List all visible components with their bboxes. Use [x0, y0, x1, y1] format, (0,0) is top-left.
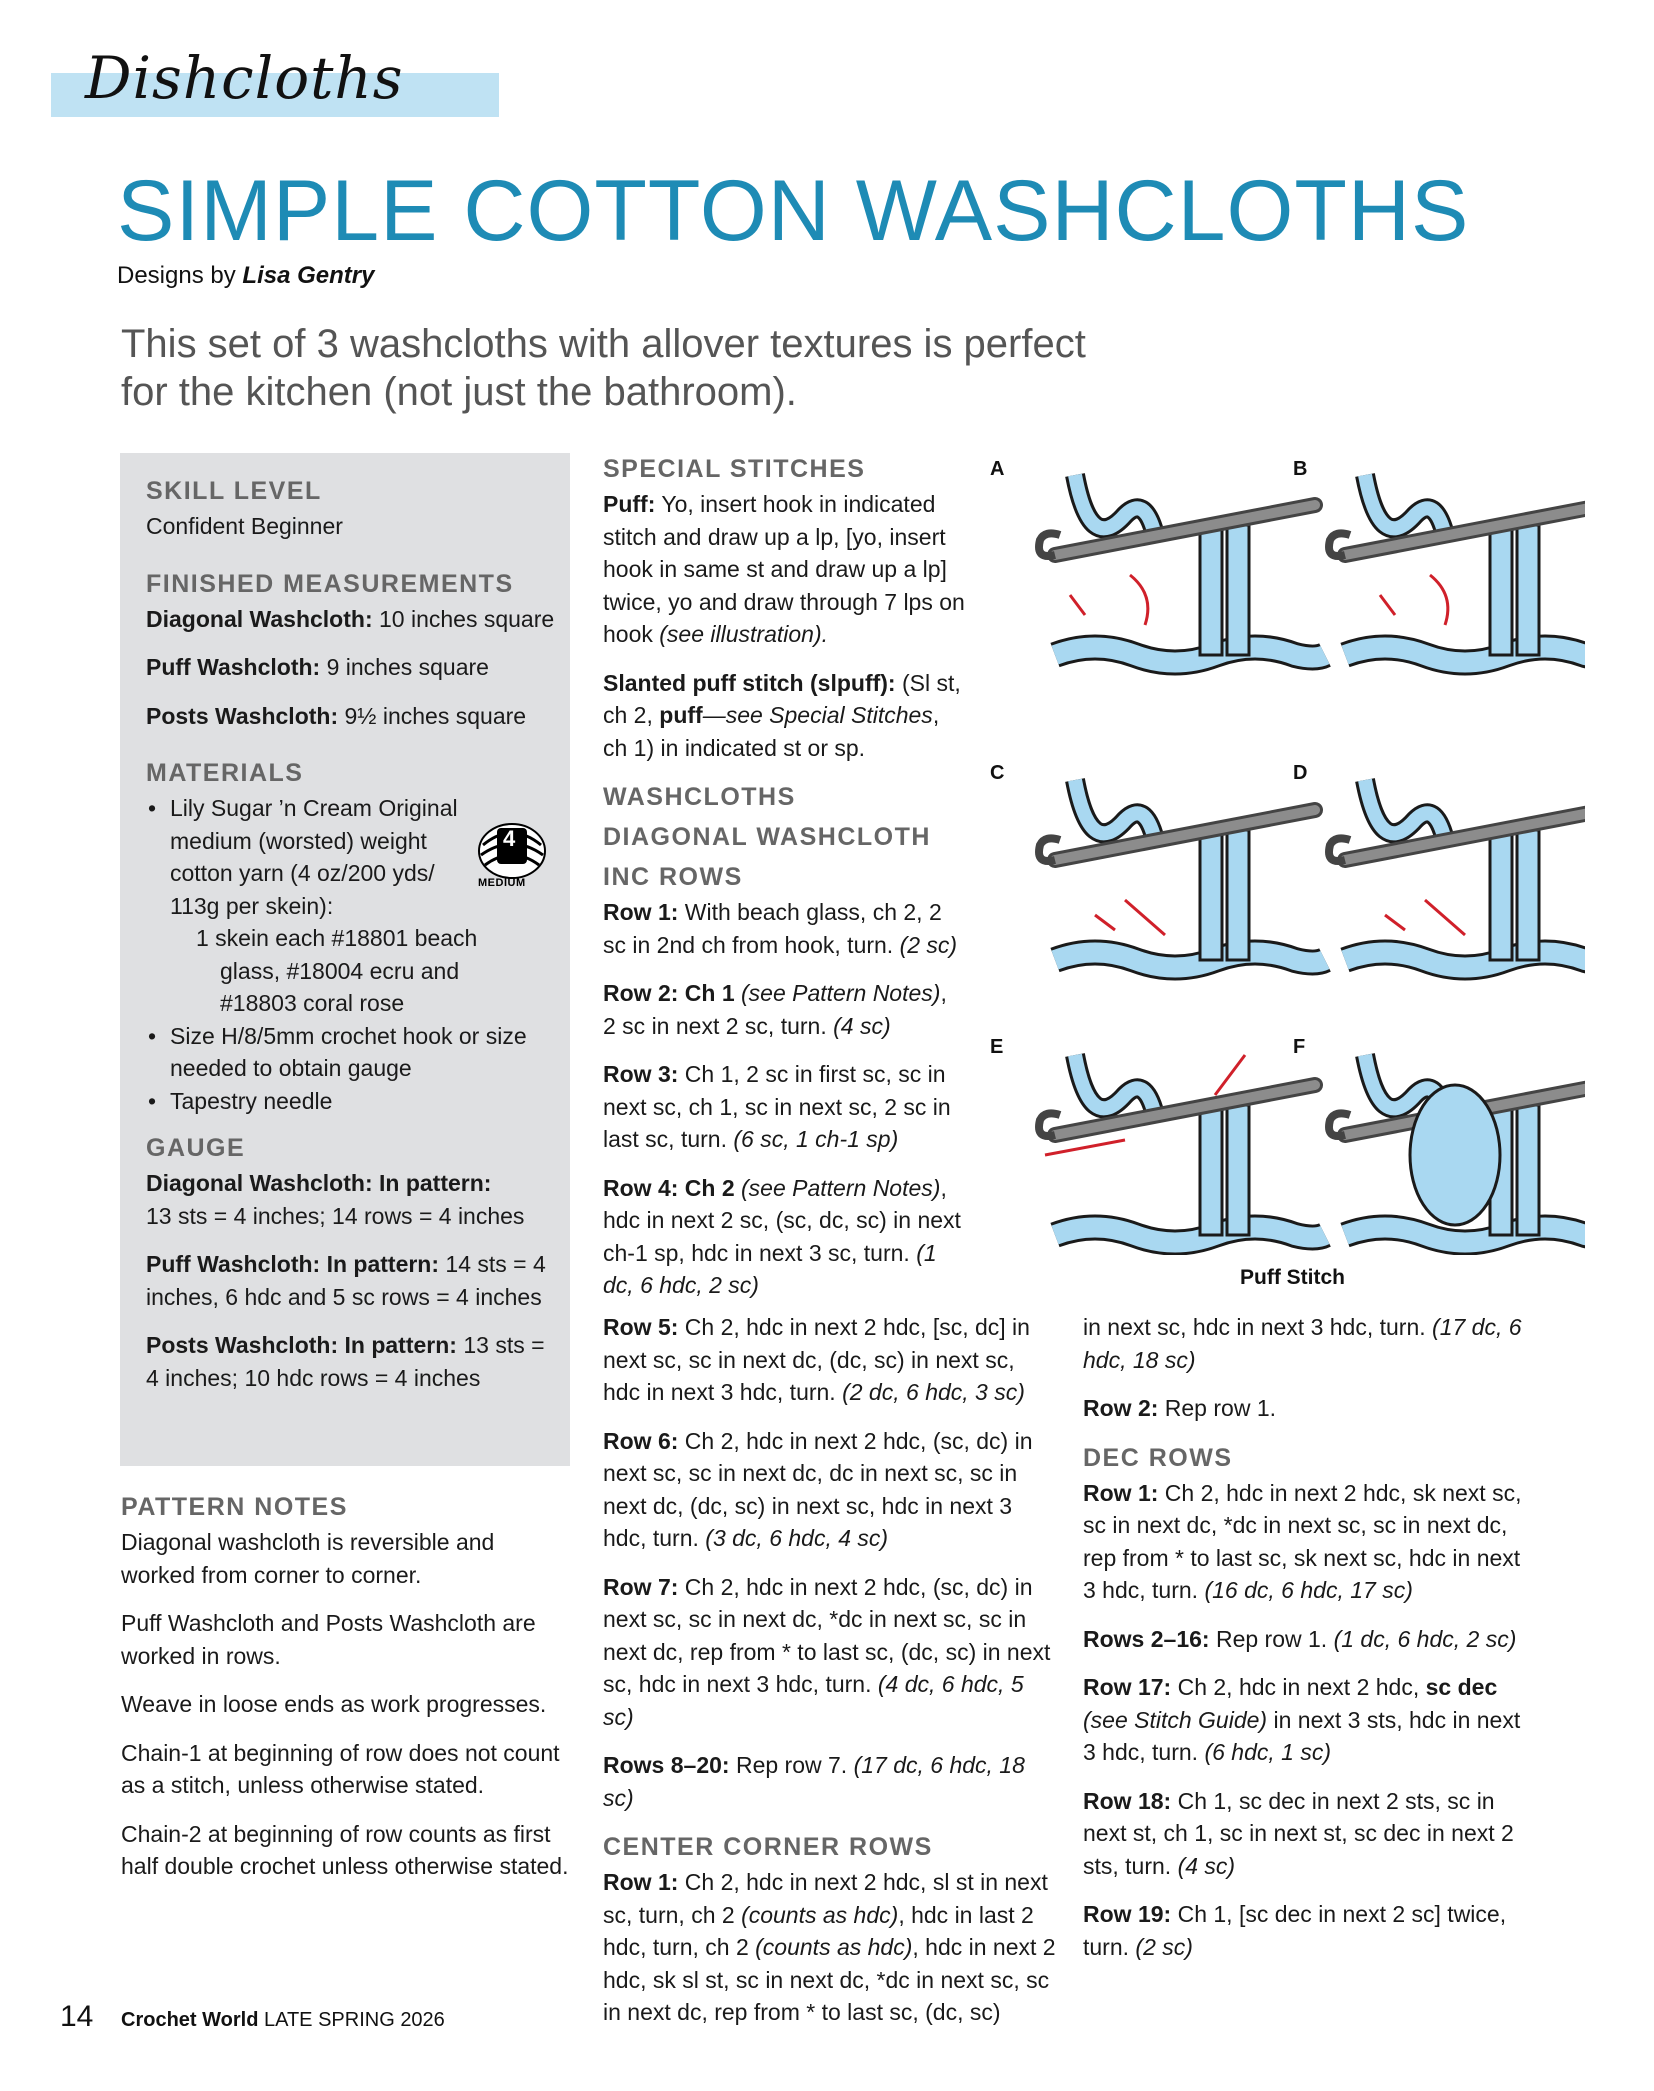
inc-rows-heading: INC ROWS	[603, 863, 743, 891]
note-3: Weave in loose ends as work progresses.	[121, 1691, 547, 1717]
dec-rows-2-16: Rows 2–16: Rep row 1. (1 dc, 6 hdc, 2 sc)	[1083, 1625, 1517, 1652]
panel-a	[1039, 475, 1325, 663]
intro-text	[121, 320, 1181, 416]
note-4: Chain-1 at beginning of row does not count as a stitch, unless otherwise stated.	[121, 1739, 560, 1798]
material-needle: • Tapestry needle	[170, 1085, 556, 1118]
byline	[117, 262, 374, 290]
inc-row-6: Row 6: Ch 2, hdc in next 2 hdc, (sc, dc) in next sc, sc in next dc, dc in next sc, sc in next dc, (dc, sc) in next sc, hdc in next 3 hdc, turn. (3 dc, 6 hdc, 4 sc)	[603, 1427, 1033, 1551]
inc-row-4: Row 4: Ch 2 (see Pattern Notes), hdc in next 2 sc, (sc, dc, sc) in next ch-1 sp, hdc in next 3 sc, turn. (1 dc, 6 hdc, 2 sc)	[603, 1174, 961, 1298]
panel-b	[1329, 475, 1585, 663]
inc-rows-8-20: Rows 8–20: Rep row 7. (17 dc, 6 hdc, 18 sc)	[603, 1752, 1025, 1811]
note-1: Diagonal washcloth is reversible and worked from corner to corner.	[121, 1529, 495, 1588]
measurements-heading: FINISHED MEASUREMENTS	[146, 569, 514, 598]
inc-row-1: Row 1: With beach glass, ch 2, 2 sc in 2nd ch from hook, turn. (2 sc)	[603, 899, 958, 958]
center-corner-heading: CENTER CORNER ROWS	[603, 1833, 933, 1861]
skill-level-heading: SKILL LEVEL	[146, 477, 322, 505]
column-2-top	[603, 452, 965, 1318]
gauge-posts: Posts Washcloth: In pattern: 13 sts = 4 inches; 10 hdc rows = 4 inches	[146, 1332, 545, 1391]
dec-row-1: Row 1: Ch 2, hdc in next 2 hdc, sk next sc, sc in next dc, *dc in next sc, sc in next dc, rep from * to last sc, sk next sc, hdc in next 3 hdc, turn. (16 dc, 6 hdc, 17 sc)	[1083, 1479, 1522, 1603]
panel-label-b: B	[1293, 458, 1308, 480]
materials-heading: MATERIALS	[146, 759, 304, 787]
material-hook: • Size H/8/5mm crochet hook or size needed to obtain gauge	[170, 1020, 556, 1085]
center-row-1: Row 1: Ch 2, hdc in next 2 hdc, sl st in next sc, turn, ch 2 (counts as hdc), hdc in last 2 hdc, turn, ch 2 (counts as hdc), hdc in next 2 hdc, sk sl st, sc in next dc, *dc in next sc, sc in next dc, rep from * to last sc, (dc, sc)	[603, 1869, 1056, 2025]
yarn-weight-label: MEDIUM	[478, 877, 526, 889]
panel-c	[1039, 780, 1325, 968]
pattern-notes-heading: PATTERN NOTES	[121, 1493, 348, 1521]
inc-row-7: Row 7: Ch 2, hdc in next 2 hdc, (sc, dc) in next sc, sc in next dc, *dc in next sc, sc in next dc, rep from * to last sc, (dc, sc) in next sc, hdc in next 3 hdc, turn. (4 dc, 6 hdc, 5 sc)	[603, 1573, 1051, 1730]
dec-rows-heading: DEC ROWS	[1083, 1443, 1233, 1472]
column-2-bottom	[603, 1311, 1058, 2045]
intro-line-1: This set of 3 washcloths with allover textures is perfect	[121, 322, 1086, 366]
puff-stitch-illustration	[985, 455, 1585, 1255]
panel-label-a: A	[990, 458, 1005, 480]
skill-level-value: Confident Beginner	[146, 513, 343, 539]
panel-label-e: E	[990, 1036, 1004, 1058]
inc-row-5: Row 5: Ch 2, hdc in next 2 hdc, [sc, dc] in next sc, sc in next dc, (dc, sc) in next sc, hdc in next 3 hdc, turn. (2 dc, 6 hdc, 3 sc)	[603, 1314, 1030, 1405]
page-title: SIMPLE COTTON WASHCLOTHS	[117, 163, 1470, 259]
section-label: Dishcloths	[85, 44, 404, 112]
gauge-puff: Puff Washcloth: In pattern: 14 sts = 4 inches, 6 hdc and 5 sc rows = 4 inches	[146, 1251, 546, 1310]
center-row-1-cont: in next sc, hdc in next 3 hdc, turn. (17 dc, 6 hdc, 18 sc)	[1083, 1314, 1522, 1373]
center-row-2: Row 2: Rep row 1.	[1083, 1395, 1276, 1421]
dec-row-19: Row 19: Ch 1, [sc dec in next 2 sc] twice, turn. (2 sc)	[1083, 1901, 1507, 1960]
diagonal-washcloth-heading: DIAGONAL WASHCLOTH	[603, 823, 931, 851]
slpuff-definition: Slanted puff stitch (slpuff): (Sl st, ch 2, puff—see Special Stitches, ch 1) in indicated st or sp.	[603, 669, 961, 761]
yarn-weight-number: 4	[503, 826, 516, 851]
panel-label-d: D	[1293, 762, 1308, 784]
footer-publication	[121, 2009, 445, 2032]
byline-prefix: Designs by	[117, 262, 236, 289]
inc-row-2: Row 2: Ch 1 (see Pattern Notes), 2 sc in next 2 sc, turn. (4 sc)	[603, 980, 947, 1039]
sidebar-content	[146, 474, 556, 1410]
pattern-notes	[121, 1490, 571, 1899]
puff-definition: Puff: Yo, insert hook in indicated stitch and draw up a lp, [yo, insert hook in same st and draw up a lp] twice, yo and draw through 7 lps on hook (see illustration).	[603, 491, 965, 647]
measurement-puff: Puff Washcloth: 9 inches square	[146, 654, 489, 680]
panel-label-c: C	[990, 762, 1005, 784]
panel-e	[1039, 1055, 1325, 1243]
note-2: Puff Washcloth and Posts Washcloth are worked in rows.	[121, 1610, 536, 1669]
measurement-posts: Posts Washcloth: 9½ inches square	[146, 702, 527, 729]
designer-name: Lisa Gentry	[242, 262, 375, 289]
issue-name: LATE SPRING 2026	[263, 2009, 445, 2031]
note-5: Chain-2 at beginning of row counts as first half double crochet unless otherwise stated.	[121, 1820, 569, 1879]
page-number: 14	[60, 2000, 94, 2033]
inc-row-3: Row 3: Ch 1, 2 sc in first sc, sc in next sc, ch 1, sc in next sc, 2 sc in last sc, turn. (6 sc, 1 ch-1 sp)	[603, 1061, 951, 1152]
panel-label-f: F	[1293, 1036, 1306, 1058]
material-yarn: • Lily Sugar ’n Cream Original medium (worsted) weight cotton yarn (4 oz/200 yds/ 113g per skein): 1 skein each #18801 beach glass, #18004 ecru and #18803 coral rose	[170, 792, 556, 1020]
panel-f	[1329, 1055, 1585, 1243]
measurement-diagonal: Diagonal Washcloth: 10 inches square	[146, 605, 555, 632]
illustration-caption: Puff Stitch	[1240, 1266, 1345, 1289]
column-3	[1083, 1311, 1533, 1979]
washcloths-heading: WASHCLOTHS	[603, 783, 796, 811]
gauge-heading: GAUGE	[146, 1134, 246, 1162]
gauge-diagonal: Diagonal Washcloth: In pattern: 13 sts = 4 inches; 14 rows = 4 inches	[146, 1170, 525, 1229]
dec-row-18: Row 18: Ch 1, sc dec in next 2 sts, sc in next st, ch 1, sc in next st, sc dec in next 2 sts, turn. (4 sc)	[1083, 1787, 1514, 1879]
panel-d	[1329, 780, 1585, 968]
intro-line-2: for the kitchen (not just the bathroom).	[121, 370, 797, 414]
dec-row-17: Row 17: Ch 2, hdc in next 2 hdc, sc dec (see Stitch Guide) in next 3 sts, hdc in next 3 hdc, turn. (6 hdc, 1 sc)	[1083, 1674, 1521, 1765]
special-stitches-heading: SPECIAL STITCHES	[603, 455, 866, 483]
magazine-name: Crochet World	[121, 2009, 259, 2031]
